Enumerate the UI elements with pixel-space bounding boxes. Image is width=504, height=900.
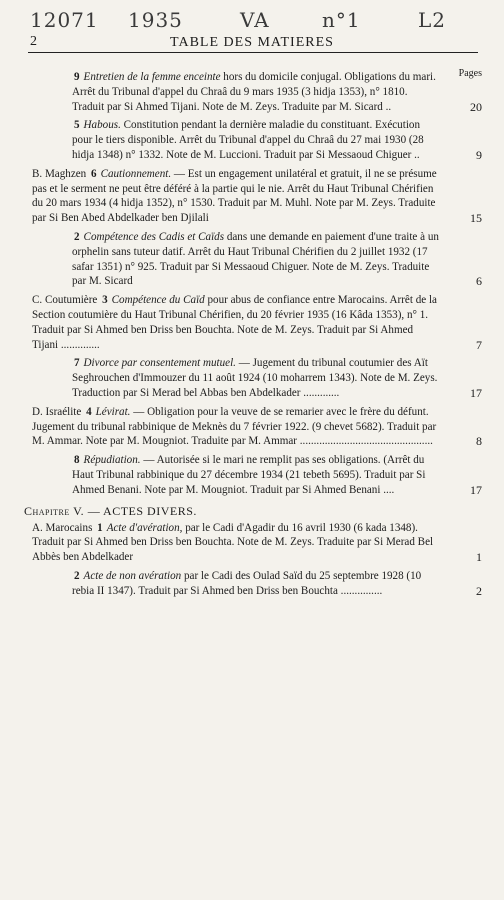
toc-entry: [24, 167, 484, 226]
entry-page: 15: [470, 211, 482, 226]
entry-number: 2: [74, 230, 80, 243]
entry-page: 20: [470, 99, 482, 114]
entry-title: Répudiation.: [83, 454, 141, 467]
running-title: TABLE DES MATIERES: [170, 35, 334, 50]
entry-title: Compétence des Cadis et Caïds: [83, 230, 225, 243]
entry-page: 17: [470, 385, 482, 400]
entry-text: par le Cadi des Oulad Saïd du 25 septembre 1928 (10 rebia II 1347). Traduit par Si Ahmed ben Driss ben Bouchta ...............: [72, 569, 422, 597]
toc-entry: [24, 569, 484, 599]
section-label: A. Marocains: [32, 521, 93, 534]
section-label: D. Israélite: [32, 405, 82, 418]
chapter-title: — ACTES DIVERS.: [84, 503, 197, 518]
handwritten-annotations: [0, 8, 504, 38]
pages-column-label: Pages: [458, 68, 482, 79]
entry-title: Acte d'avération,: [106, 521, 183, 534]
entry-page: 8: [476, 434, 482, 449]
entry-number: 3: [102, 294, 108, 307]
entry-title: Acte de non avération: [83, 569, 182, 582]
page-number: 2: [30, 34, 37, 49]
entry-page: 17: [470, 482, 482, 497]
entry-number: 7: [74, 357, 80, 370]
entry-page: 7: [476, 337, 482, 352]
chapter-label: Chapitre V.: [24, 503, 85, 518]
entry-title: Divorce par consentement mutuel.: [83, 357, 236, 370]
entry-number: 6: [91, 167, 97, 180]
entry-text: par le Cadi d'Agadir du 16 avril 1930 (6 kada 1348). Traduit par Si Ahmed ben Driss ben Bouchta. Note de M. Zeys. Traduite par Si Merad Bel Abbès ben Abdelkader: [32, 521, 434, 564]
handwritten-note: VA: [240, 8, 270, 32]
entry-text: — Est un engagement unilatéral et gratuit, il ne se présume pas et le serment ne peut être déféré à la partie qui le nie. Arrêt du Haut Tribunal Chérifien du 20 mars 1934 (4 hidja 1352), n° 1530. Traduit par M. Muhl. Note par M. Zeys. Traduite par Si Ben Abed Abdelkader ben Djilali: [32, 167, 437, 225]
entry-number: 9: [74, 71, 80, 83]
entry-text: — Obligation pour la veuve de se remarier avec le frère du défunt. Jugement du tribunal rabbinique de Meknès du 7 février 1922. (9 chevet 5682). Traduit par M. Ammar. Note par M. Mougniot. Traduite par M. Ammar ................................................: [32, 405, 437, 448]
entry-number: 4: [86, 405, 92, 418]
entry-number: 1: [97, 521, 103, 534]
entry-text: dans une demande en paiement d'une traite à un orphelin sans tuteur datif. Arrêt du Haut Tribunal Chérifien du 2 juillet 1932 (17 safar 1351) n° 925. Traduit par Si Messaoud Chiguer. Note de M. Zeys. Traduite par M. Sicard: [72, 230, 439, 288]
entry-page: 6: [476, 274, 482, 289]
entry-text: hors du domicile conjugal. Obligations du mari. Arrêt du Tribunal d'appel du Chraâ du 9 mars 1935 (3 hidja 1353), n° 1810. Traduit par Si Ahmed Tijani. Note de M. Zeys. Traduite par M. Sicard ..: [72, 71, 436, 113]
toc-entry: [24, 293, 484, 352]
entry-title: Lévirat.: [95, 405, 131, 418]
toc-entry: [24, 521, 484, 565]
header-rule: [28, 52, 478, 53]
toc-entry: [24, 453, 484, 497]
handwritten-note: 1935: [128, 8, 183, 32]
toc-entry: [24, 230, 484, 289]
entry-text: — Jugement du tribunal coutumier des Aït Seghrouchen d'Immouzer du 11 août 1924 (10 moharrem 1343). Note de M. Zeys. Traduction par Si Merad bel Abbas ben Abdelkader .............: [72, 357, 438, 399]
entry-title: Compétence du Caïd: [111, 294, 205, 307]
entry-page: 9: [476, 147, 482, 162]
handwritten-note: n°1: [322, 8, 361, 32]
entry-page: 1: [476, 550, 482, 565]
handwritten-note: L2: [418, 8, 447, 32]
entry-title: Cautionnement.: [100, 167, 172, 180]
chapter-heading: [24, 504, 484, 519]
entry-text: pour abus de confiance entre Marocains. Arrêt de la Section coutumière du Haut Tribunal Chérifien, du 20 février 1935 (16 Kâda 1353), n° 1. Traduit par Si Ahmed ben Driss ben Bouchta. Note de M. Zeys. Traduit par Si Ahmed Tijani ..............: [32, 294, 437, 351]
toc-entry: [24, 405, 484, 449]
entry-number: 5: [74, 119, 80, 132]
entry-title: Entretien de la femme enceinte: [83, 71, 221, 83]
entry-title: Habous.: [83, 119, 121, 132]
toc-entry: [24, 70, 484, 114]
entry-text: Constitution pendant la dernière maladie du constituant. Exécution pour le tiers disponible. Arrêt du Tribunal d'appel du Chraâ du 27 mai 1930 (28 hidja 1348) n° 1332. Note de M. Luccioni. Traduit par Si Messaoud Chiguer ..: [72, 119, 424, 161]
toc-entry: [24, 118, 484, 162]
table-of-contents: [24, 70, 484, 603]
handwritten-note: 12071: [30, 8, 99, 32]
toc-entry: [24, 356, 484, 400]
entry-number: 2: [74, 569, 80, 582]
entry-number: 8: [74, 454, 80, 467]
entry-text: — Autorisée si le mari ne remplit pas ses obligations. (Arrêt du Haut Tribunal rabbinique du 27 décembre 1934 (21 tebeth 5695). Traduit par Si Ahmed Benani. Note par M. Mougniot. Traduit par Si Ahmed Benani ....: [72, 454, 426, 496]
section-label: C. Coutumière: [32, 294, 98, 307]
section-label: B. Maghzen: [32, 167, 87, 180]
entry-page: 2: [476, 583, 482, 598]
